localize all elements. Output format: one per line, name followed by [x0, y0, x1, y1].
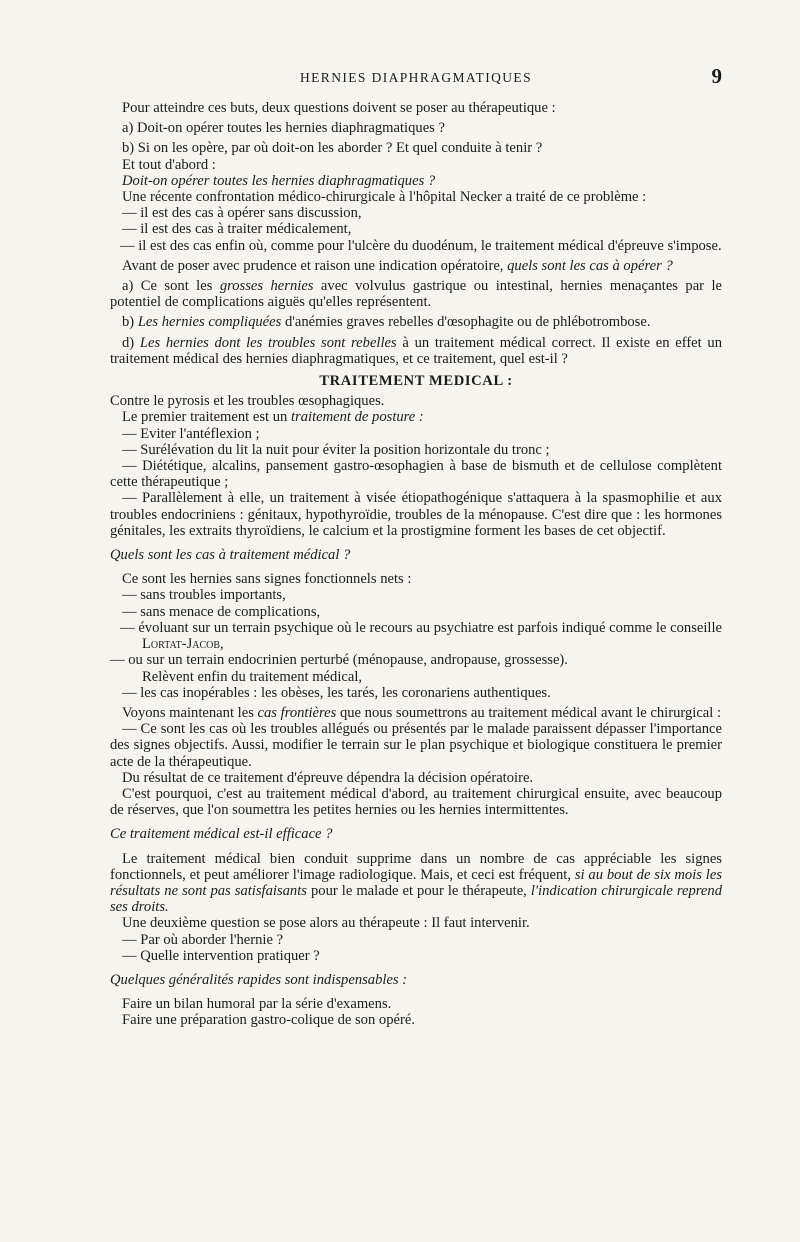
paragraph: — Ce sont les cas où les troubles allégués ou présentés par le malade paraissent dépasser l'importance des signes objectifs. Aussi, modifier le terrain sur le plan psychique et biologique constituera le premier acte de la thérapeutique.	[110, 721, 722, 770]
text-span: — évoluant sur un terrain psychique où le recours au psychiatre est parfois indiqué comme le conseille	[120, 619, 722, 636]
section-subheading: Quelques généralités rapides sont indispensables :	[110, 971, 408, 988]
italic-span: cas frontières	[257, 704, 337, 721]
page-header	[110, 64, 722, 88]
paragraph	[110, 409, 722, 425]
paragraph	[110, 278, 722, 310]
italic-span: traitement de posture :	[290, 409, 424, 426]
list-item: — sans troubles importants,	[122, 587, 286, 604]
paragraph: Et tout d'abord :	[122, 156, 216, 173]
list-item: — il est des cas à traiter médicalement,	[122, 221, 352, 238]
page-number: 9	[711, 64, 722, 88]
section-subheading: Ce traitement médical est-il efficace ?	[110, 826, 333, 843]
body-text	[110, 100, 722, 1029]
italic-span: quels sont les cas à opérer ?	[507, 257, 673, 274]
list-item: — Quelle intervention pratiquer ?	[122, 947, 320, 964]
section-subheading: Quels sont les cas à traitement médical ?	[110, 547, 351, 564]
list-item: — il est des cas enfin où, comme pour l'ulcère du duodénum, le traitement médical d'épreuve s'impose.	[120, 237, 722, 254]
paragraph	[110, 851, 722, 916]
list-item: — Diététique, alcalins, pansement gastro-œsophagien à base de bismuth et de cellulose complètent cette thérapeutique ;	[110, 458, 722, 491]
paragraph: Faire un bilan humoral par la série d'examens.	[122, 996, 392, 1013]
running-title: HERNIES DIAPHRAGMATIQUES	[300, 70, 532, 85]
italic-span: Les hernies dont les troubles sont rebelles	[139, 334, 397, 351]
paragraph	[110, 314, 722, 330]
paragraph: Pour atteindre ces buts, deux questions doivent se poser au thérapeutique :	[122, 100, 556, 116]
section-subheading: Doit-on opérer toutes les hernies diaphragmatiques ?	[122, 172, 436, 189]
author-name: Lortat-Jacob,	[142, 636, 224, 653]
text-span: que nous soumettrons au traitement médical avant le chirurgical :	[336, 704, 722, 721]
text-span: pour le malade et pour le thérapeute,	[306, 882, 531, 899]
paragraph: Contre le pyrosis et les troubles œsophagiques.	[110, 393, 385, 410]
italic-span: Les hernies compliquées	[137, 314, 282, 331]
paragraph: Relèvent enfin du traitement médical,	[142, 668, 363, 685]
text-span: Le premier traitement est un	[122, 409, 291, 426]
italic-span: grosses hernies	[219, 278, 314, 295]
paragraph	[110, 258, 722, 274]
text-span: Avant de poser avec prudence et raison une indication opératoire,	[122, 257, 508, 274]
text-span: b)	[122, 314, 138, 331]
paragraph	[110, 335, 722, 367]
list-item: — Par où aborder l'hernie ?	[122, 931, 284, 948]
list-item: — il est des cas à opérer sans discussion,	[122, 205, 362, 222]
italic-span: si au bout de six mois les résultats ne sont pas satisfaisants	[110, 866, 723, 899]
paragraph: Une deuxième question se pose alors au thérapeute : Il faut intervenir.	[122, 915, 530, 932]
text-span: à un traitement médical correct. Il existe en effet un traitement médical des hernies diaphragmatiques, et ce traitement, quel est-il ?	[110, 334, 722, 367]
paragraph: C'est pourquoi, c'est au traitement médical d'abord, au traitement chirurgical ensuite, avec beaucoup de réserves, que l'on soumettra les petites hernies ou les hernies intermittentes.	[110, 785, 722, 819]
paragraph: Ce sont les hernies sans signes fonctionnels nets :	[122, 571, 412, 588]
text-span: avec volvulus gastrique ou intestinal, hernies menaçantes par le potentiel de complications aiguës qu'elles représentent.	[110, 278, 723, 311]
section-heading: TRAITEMENT MEDICAL :	[319, 373, 513, 390]
list-item	[110, 620, 722, 652]
paragraph: Une récente confrontation médico-chirurgicale à l'hôpital Necker a traité de ce problème :	[122, 189, 647, 206]
text-span: d'anémies graves rebelles d'œsophagite ou de phlébotrombose.	[281, 314, 651, 331]
list-item: — les cas inopérables : les obèses, les tarés, les coronariens authentiques.	[122, 684, 551, 701]
italic-span: l'indication chirurgicale reprend ses droits.	[110, 882, 722, 916]
paragraph: Du résultat de ce traitement d'épreuve dépendra la décision opératoire.	[122, 769, 534, 786]
list-item: — ou sur un terrain endocrinien perturbé (ménopause, andropause, grossesse).	[110, 652, 568, 669]
text-span: a) Ce sont les	[122, 278, 220, 295]
text-span: Voyons maintenant les	[122, 704, 258, 721]
text-span: Le traitement médical bien conduit supprime dans un nombre de cas appréciable les signes fonctionnels, et peut améliorer l'image radiologique. Mais, et ceci est fréquent,	[110, 850, 722, 883]
list-item: — Parallèlement à elle, un traitement à visée étiopathogénique s'attaquera à la spasmophilie et aux troubles endocriniens : génitaux, hypothyroïdie, troubles de la ménopause. C'est dire que : les hormones génitales, les extraits thyroïdiens, le calcium et la prostigmine forment les bases de cet objectif.	[110, 490, 722, 539]
question-b: b) Si on les opère, par où doit-on les aborder ? Et quel conduite à tenir ?	[122, 140, 543, 157]
paragraph	[110, 705, 722, 721]
text-span: d)	[122, 334, 140, 351]
paragraph: Faire une préparation gastro-colique de son opéré.	[122, 1012, 415, 1029]
list-item: — Surélévation du lit la nuit pour éviter la position horizontale du tronc ;	[122, 441, 550, 458]
list-item: — sans menace de complications,	[122, 603, 321, 620]
question-a: a) Doit-on opérer toutes les hernies diaphragmatiques ?	[122, 120, 445, 137]
list-item: — Eviter l'antéflexion ;	[122, 425, 260, 442]
